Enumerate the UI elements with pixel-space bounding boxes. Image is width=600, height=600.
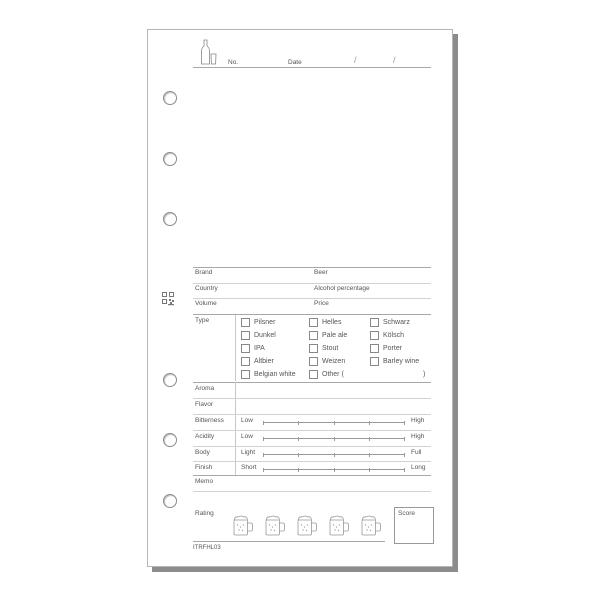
product-code: ITRFHL03 [193,545,221,551]
score-label: Score [398,510,415,517]
no-label: No. [228,59,239,66]
beer-mug-icon[interactable] [360,514,382,536]
option-altbier: Altbier [254,358,274,365]
date-label: Date [288,59,302,66]
refill-sheet [147,29,453,567]
checkbox-weizen[interactable] [309,357,318,366]
type-label: Type [195,317,210,324]
checkbox-dunkel[interactable] [241,331,250,340]
option-ipa: IPA [254,345,265,352]
option-other: Other ( [322,371,344,378]
checkbox-stout[interactable] [309,344,318,353]
checkbox-ipa[interactable] [241,344,250,353]
info-rule-bottom [193,314,431,315]
acidity-low: Low [241,433,253,440]
beer-mug-icon[interactable] [232,514,254,536]
beer-mug-icon[interactable] [296,514,318,536]
alcohol-label: Alcohol percentage [314,285,370,292]
volume-label: Volume [195,300,217,307]
checkbox-helles[interactable] [309,318,318,327]
date-separator: / [354,55,357,65]
flavor-label: Flavor [195,401,214,408]
option-weizen: Weizen [322,358,346,365]
body-scale[interactable] [263,454,405,455]
binder-hole-4 [163,373,177,387]
type-rule-bottom [193,382,431,383]
binder-hole-2 [163,152,177,166]
finish-label: Finish [195,464,213,471]
bitterness-label: Bitterness [195,417,224,424]
type-divider [235,315,236,381]
checkbox-pale-ale[interactable] [309,331,318,340]
finish-low: Short [241,464,257,471]
binder-hole-6 [163,494,177,508]
checkbox-pilsner[interactable] [241,318,250,327]
sensory-rule [193,414,431,415]
body-label: Body [195,449,210,456]
option-pale-ale: Pale ale [322,332,348,339]
checkbox-barley-wine[interactable] [370,357,379,366]
beer-mug-icon[interactable] [328,514,350,536]
body-high: Full [411,449,422,456]
country-label: Country [195,285,218,292]
date-separator: / [393,55,396,65]
acidity-scale[interactable] [263,438,405,439]
acidity-label: Acidity [195,433,215,440]
rating-rule [193,541,385,542]
checkbox-kolsch[interactable] [370,331,379,340]
header-rule [193,67,431,68]
option-stout: Stout [322,345,339,352]
binder-hole-3 [163,212,177,226]
memo-label: Memo [195,478,214,485]
aroma-label: Aroma [195,385,215,392]
sensory-rule [193,398,431,399]
finish-scale[interactable] [263,469,405,470]
checkbox-belgian-white[interactable] [241,370,250,379]
option-schwarz: Schwarz [383,319,410,326]
checkbox-other[interactable] [309,370,318,379]
checkbox-schwarz[interactable] [370,318,379,327]
checkbox-porter[interactable] [370,344,379,353]
bottle-glass-icon [201,39,217,65]
binder-hole-1 [163,91,177,105]
option-barley-wine: Barley wine [383,358,420,365]
brand-label: Brand [195,269,213,276]
option-kolsch: Kölsch [383,332,405,339]
memo-rule [193,491,431,492]
price-label: Price [314,300,329,307]
sensory-rule-bottom [193,475,431,476]
beer-mug-icon[interactable] [264,514,286,536]
binder-hole-5 [163,433,177,447]
bitterness-low: Low [241,417,253,424]
rating-label: Rating [195,510,214,517]
qr-mark-icon [162,292,174,306]
option-porter: Porter [383,345,403,352]
body-low: Light [241,449,256,456]
sensory-rule [193,430,431,431]
option-helles: Helles [322,319,342,326]
bitterness-scale[interactable] [263,422,405,423]
option-pilsner: Pilsner [254,319,276,326]
option-dunkel: Dunkel [254,332,276,339]
finish-high: Long [411,464,426,471]
info-rule-top [193,267,431,268]
sensory-rule [193,461,431,462]
acidity-high: High [411,433,425,440]
beer-label: Beer [314,269,328,276]
sensory-rule [193,446,431,447]
bitterness-high: High [411,417,425,424]
option-belgian-white: Belgian white [254,371,296,378]
checkbox-altbier[interactable] [241,357,250,366]
option-other-close: ) [423,371,426,378]
info-rule [193,298,431,299]
info-rule [193,283,431,284]
